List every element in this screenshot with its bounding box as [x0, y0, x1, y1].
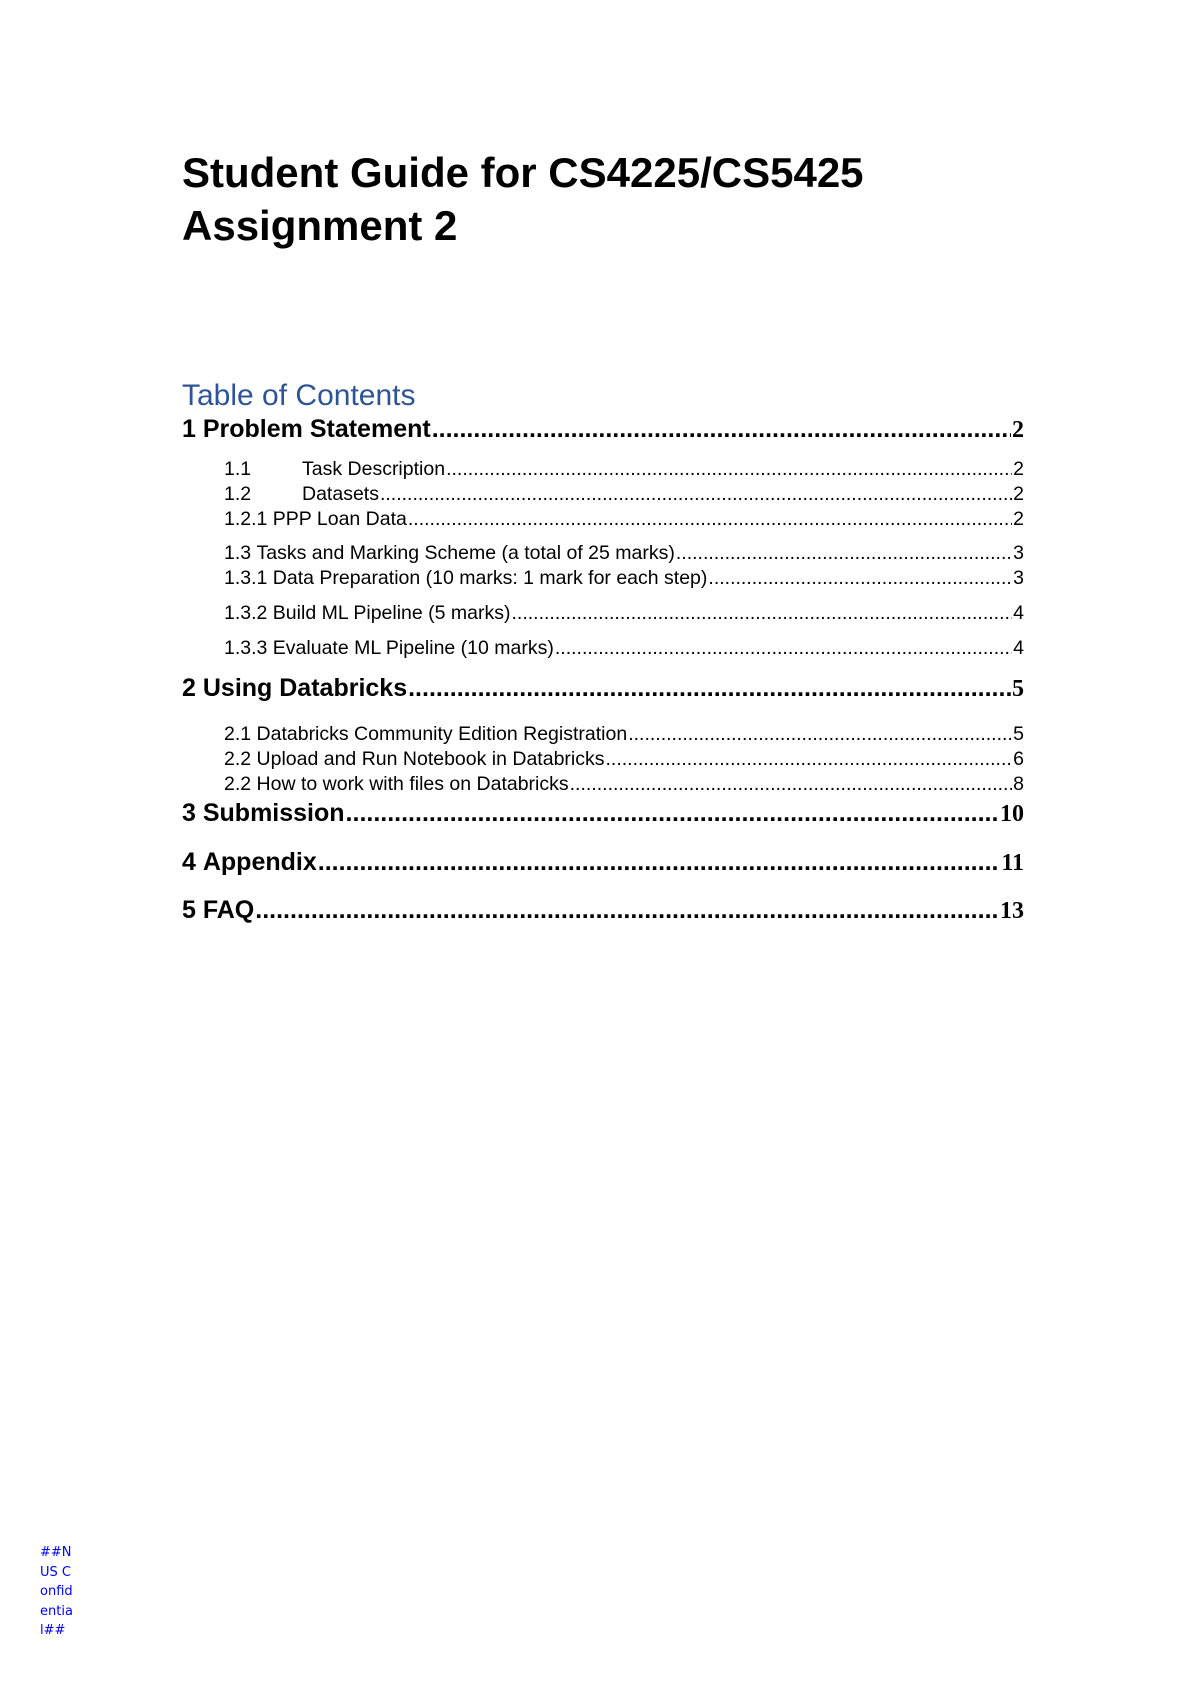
toc-entry-number: 1.3	[224, 542, 257, 564]
toc-entry-chapter[interactable]	[182, 847, 1024, 878]
toc-entry-page: 11	[1001, 850, 1024, 876]
toc-dot-leader	[628, 722, 1012, 746]
toc-entry-number: 1	[182, 415, 203, 443]
toc-entry-page: 5	[1013, 723, 1024, 745]
toc-entry-title: Build ML Pipeline (5 marks)	[272, 602, 511, 624]
toc-dot-leader	[318, 847, 1001, 877]
toc-entry-chapter[interactable]	[182, 798, 1024, 829]
toc-entry-number: 3	[182, 799, 203, 827]
toc-entry-page: 2	[1013, 508, 1024, 530]
toc-entry-section[interactable]	[224, 507, 1024, 531]
toc-entry-title: Tasks and Marking Scheme (a total of 25 marks)	[256, 542, 675, 564]
toc-dot-leader	[255, 895, 999, 925]
toc-entry-section[interactable]	[224, 772, 1024, 796]
confidential-watermark: ##NUS Confidential##	[40, 1545, 73, 1638]
toc-entry-number: 1.2	[224, 483, 252, 505]
toc-entry-page: 2	[1012, 417, 1024, 443]
toc-dot-leader	[346, 798, 999, 828]
toc-dot-leader	[446, 457, 1012, 481]
toc-entry-page: 13	[1000, 898, 1024, 924]
toc-entry-section[interactable]	[224, 601, 1024, 625]
toc-entry-title: Evaluate ML Pipeline (10 marks)	[272, 637, 554, 659]
toc-entry-page: 2	[1013, 483, 1024, 505]
toc-entry-number: 1.2.1	[224, 508, 273, 530]
toc-dot-leader	[380, 482, 1012, 506]
toc-entry-page: 2	[1013, 458, 1024, 480]
toc-entry-title: Problem Statement	[202, 415, 431, 443]
toc-entry-section[interactable]	[224, 457, 1024, 481]
toc-entry-title: Submission	[202, 799, 345, 827]
toc-entry-page: 3	[1013, 542, 1024, 564]
toc-dot-leader	[432, 414, 1011, 444]
toc-entry-number: 4	[182, 848, 203, 876]
toc-entry-page: 8	[1013, 773, 1024, 795]
toc-entry-number: 2	[182, 674, 203, 702]
toc-entry-title: How to work with files on Databricks	[256, 773, 569, 795]
toc-heading: Table of Contents	[182, 379, 416, 412]
toc-entry-title: Using Databricks	[202, 674, 408, 702]
toc-entry-number: 1.3.3	[224, 637, 273, 659]
toc-entry-page: 3	[1013, 567, 1024, 589]
toc-entry-section[interactable]	[224, 482, 1024, 506]
document-title-line-1: Student Guide for CS4225/CS5425	[182, 149, 864, 196]
toc-entry-title: Appendix	[202, 848, 317, 876]
toc-entry-section[interactable]	[224, 566, 1024, 590]
toc-entry-title: Task Description	[302, 458, 446, 480]
toc-entry-section[interactable]	[224, 722, 1024, 746]
toc-entry-chapter[interactable]	[182, 673, 1024, 704]
toc-entry-title: Datasets	[302, 483, 379, 505]
toc-entry-page: 10	[1000, 801, 1024, 827]
toc-entry-page: 5	[1012, 676, 1024, 702]
toc-entry-number: 1.1	[224, 458, 252, 480]
toc-entry-chapter[interactable]	[182, 414, 1024, 445]
toc-entry-number: 2.1	[224, 723, 257, 745]
toc-dot-leader	[555, 636, 1012, 660]
document-title-line-2: Assignment 2	[182, 202, 458, 249]
toc-entry-title: Databricks Community Edition Registration	[256, 723, 628, 745]
toc-dot-leader	[605, 747, 1012, 771]
toc-entry-title: FAQ	[202, 896, 255, 924]
toc-dot-leader	[570, 772, 1013, 796]
toc-entry-section[interactable]	[224, 636, 1024, 660]
toc-dot-leader	[676, 541, 1012, 565]
toc-entry-page: 6	[1013, 748, 1024, 770]
toc-entry-section[interactable]	[224, 747, 1024, 771]
toc-entry-number: 1.3.2	[224, 602, 273, 624]
toc-entry-chapter[interactable]	[182, 895, 1024, 926]
toc-dot-leader	[708, 566, 1012, 590]
toc-entry-number: 5	[182, 896, 203, 924]
toc-dot-leader	[408, 507, 1012, 531]
toc-entry-title: PPP Loan Data	[272, 508, 407, 530]
toc-dot-leader	[408, 673, 1011, 703]
toc-entry-title: Upload and Run Notebook in Databricks	[256, 748, 605, 770]
toc-entry-page: 4	[1013, 637, 1024, 659]
toc-entry-number: 1.3.1	[224, 567, 273, 589]
toc-entry-title: Data Preparation (10 marks: 1 mark for each step)	[272, 567, 708, 589]
toc-entry-number: 2.2	[224, 773, 257, 795]
toc-entry-page: 4	[1013, 602, 1024, 624]
toc-entry-number: 2.2	[224, 748, 257, 770]
toc-dot-leader	[512, 601, 1013, 625]
toc-entry-section[interactable]	[224, 541, 1024, 565]
